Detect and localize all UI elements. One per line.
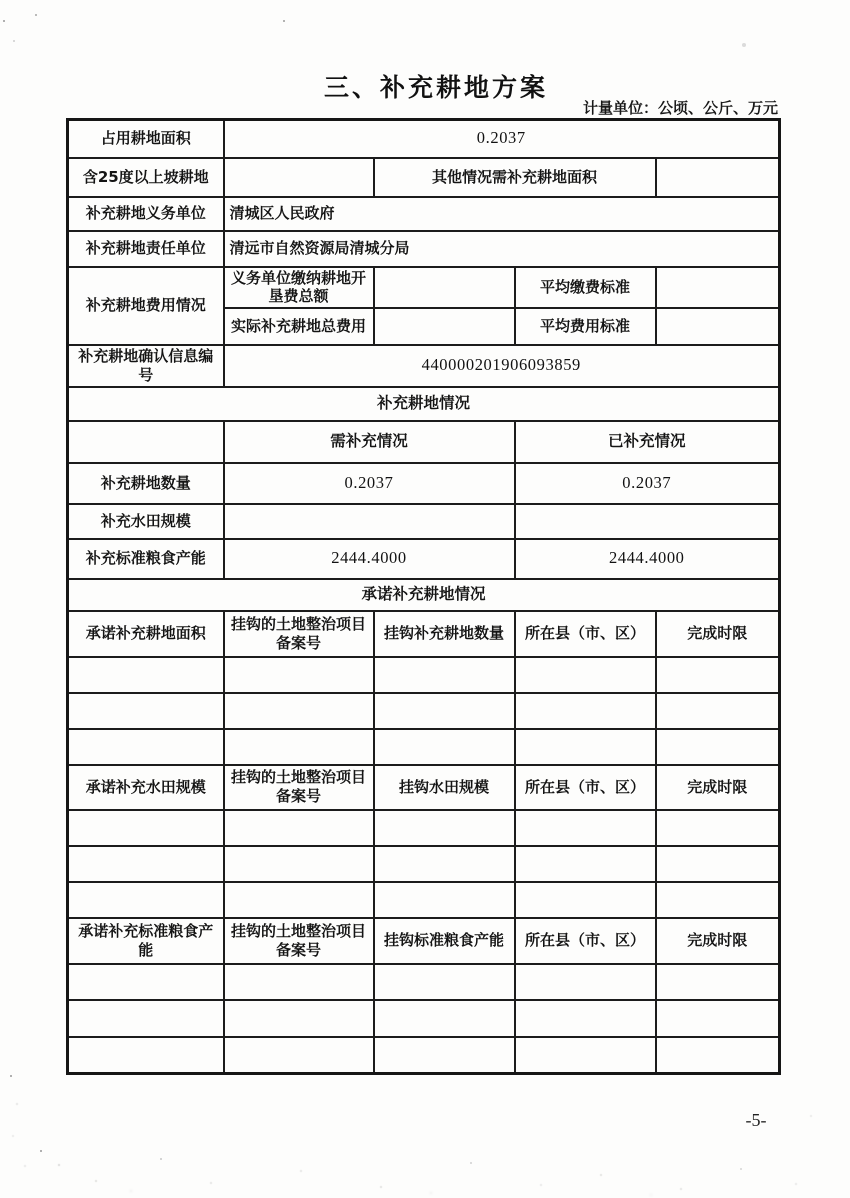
scan-noise bbox=[10, 1075, 12, 1077]
empty-cell bbox=[224, 882, 374, 918]
confirmation-number-value: 440000201906093859 bbox=[224, 345, 780, 387]
paddy-scale-done bbox=[515, 504, 780, 539]
row-confirmation-number bbox=[68, 345, 780, 387]
empty-cell bbox=[515, 1037, 656, 1074]
commit-grain-record-col: 挂钩的土地整治项目备案号 bbox=[224, 918, 374, 964]
empty-cell bbox=[374, 1000, 515, 1037]
empty-cell bbox=[68, 729, 224, 765]
paddy-scale-need bbox=[224, 504, 515, 539]
empty-cell bbox=[68, 846, 224, 882]
scan-noise bbox=[3, 20, 5, 22]
responsible-unit-value: 清远市自然资源局清城分局 bbox=[224, 231, 780, 267]
row-commit-area-header bbox=[68, 611, 780, 657]
obligation-unit-label: 补充耕地义务单位 bbox=[68, 197, 224, 231]
row-commit-grain-header bbox=[68, 918, 780, 964]
empty-cell bbox=[656, 846, 780, 882]
row-land-quantity bbox=[68, 463, 780, 504]
empty-cell bbox=[224, 964, 374, 1000]
empty-cell bbox=[68, 810, 224, 846]
fee-paid-total-label: 义务单位缴纳耕地开垦费总额 bbox=[224, 267, 374, 309]
commit-paddy-label: 承诺补充水田规模 bbox=[68, 765, 224, 810]
grain-capacity-done: 2444.4000 bbox=[515, 539, 780, 579]
row-occupied-area bbox=[68, 120, 780, 158]
col-done-header: 已补充情况 bbox=[515, 421, 780, 463]
empty-cell bbox=[224, 1000, 374, 1037]
commit-paddy-record-col: 挂钩的土地整治项目备案号 bbox=[224, 765, 374, 810]
empty-cell bbox=[374, 846, 515, 882]
empty-cell bbox=[224, 846, 374, 882]
empty-cell bbox=[515, 693, 656, 729]
empty-cell bbox=[656, 693, 780, 729]
empty-cell bbox=[224, 693, 374, 729]
row-obligation-unit bbox=[68, 197, 780, 231]
commit-grain-qty-col: 挂钩标准粮食产能 bbox=[374, 918, 515, 964]
row-responsible-unit bbox=[68, 231, 780, 267]
avg-cost-standard-value bbox=[656, 308, 780, 345]
empty-cell bbox=[68, 657, 224, 693]
empty-cell bbox=[515, 729, 656, 765]
empty-cell bbox=[656, 729, 780, 765]
col-need-header: 需补充情况 bbox=[224, 421, 515, 463]
row-grain-capacity bbox=[68, 539, 780, 579]
empty-cell bbox=[224, 810, 374, 846]
occupied-area-label: 占用耕地面积 bbox=[68, 120, 224, 158]
empty-cell bbox=[374, 810, 515, 846]
commit-grain-deadline-col: 完成时限 bbox=[656, 918, 780, 964]
commit-paddy-deadline-col: 完成时限 bbox=[656, 765, 780, 810]
empty-cell bbox=[224, 729, 374, 765]
empty-cell bbox=[374, 693, 515, 729]
land-quantity-done: 0.2037 bbox=[515, 463, 780, 504]
page-number: -5- bbox=[745, 1110, 767, 1130]
empty-cell bbox=[656, 657, 780, 693]
empty-cell bbox=[224, 657, 374, 693]
commit-area-record-col: 挂钩的土地整治项目备案号 bbox=[224, 611, 374, 657]
row-situation-header bbox=[68, 387, 780, 421]
empty-cell bbox=[515, 1000, 656, 1037]
commit-grain-county-col: 所在县（市、区） bbox=[515, 918, 656, 964]
empty-cell bbox=[656, 1000, 780, 1037]
empty-cell bbox=[68, 964, 224, 1000]
row-fee-1 bbox=[68, 267, 780, 309]
table-row bbox=[68, 729, 780, 765]
situation-section-header: 补充耕地情况 bbox=[68, 387, 780, 421]
empty-cell bbox=[224, 1037, 374, 1074]
fee-section-label: 补充耕地费用情况 bbox=[68, 267, 224, 346]
fee-paid-total-value bbox=[374, 267, 515, 309]
empty-cell bbox=[68, 882, 224, 918]
row-slope-land bbox=[68, 158, 780, 197]
confirmation-number-label: 补充耕地确认信息编号 bbox=[68, 345, 224, 387]
row-situation-subheader bbox=[68, 421, 780, 463]
commit-area-deadline-col: 完成时限 bbox=[656, 611, 780, 657]
empty-cell bbox=[68, 1000, 224, 1037]
empty-cell bbox=[656, 810, 780, 846]
commit-area-county-col: 所在县（市、区） bbox=[515, 611, 656, 657]
other-situation-label: 其他情况需补充耕地面积 bbox=[374, 158, 656, 197]
empty-cell bbox=[68, 1037, 224, 1074]
table-row bbox=[68, 693, 780, 729]
empty-cell bbox=[374, 729, 515, 765]
empty-cell bbox=[656, 964, 780, 1000]
measurement-unit-note: 计量单位：公顷、公斤、万元 bbox=[582, 99, 778, 117]
avg-payment-standard-label: 平均缴费标准 bbox=[515, 267, 656, 309]
empty-cell bbox=[374, 964, 515, 1000]
commit-area-label: 承诺补充耕地面积 bbox=[68, 611, 224, 657]
commit-paddy-qty-col: 挂钩水田规模 bbox=[374, 765, 515, 810]
actual-cost-total-label: 实际补充耕地总费用 bbox=[224, 308, 374, 345]
table-row bbox=[68, 657, 780, 693]
empty-cell bbox=[68, 693, 224, 729]
empty-cell bbox=[515, 810, 656, 846]
slope-land-label: 含25度以上坡耕地 bbox=[68, 158, 224, 197]
table-row bbox=[68, 1037, 780, 1074]
table-row bbox=[68, 810, 780, 846]
other-situation-value bbox=[656, 158, 780, 197]
row-paddy-scale bbox=[68, 504, 780, 539]
empty-cell bbox=[656, 1037, 780, 1074]
empty-cell bbox=[515, 657, 656, 693]
scan-noise bbox=[40, 1150, 42, 1152]
row-commitment-header bbox=[68, 579, 780, 611]
commit-paddy-county-col: 所在县（市、区） bbox=[515, 765, 656, 810]
empty-cell bbox=[515, 846, 656, 882]
empty-cell bbox=[656, 882, 780, 918]
table-row bbox=[68, 882, 780, 918]
grain-capacity-label: 补充标准粮食产能 bbox=[68, 539, 224, 579]
land-quantity-label: 补充耕地数量 bbox=[68, 463, 224, 504]
empty-cell bbox=[374, 1037, 515, 1074]
supplement-cultivated-land-table bbox=[66, 118, 781, 1075]
empty-cell bbox=[68, 421, 224, 463]
commit-grain-label: 承诺补充标准粮食产能 bbox=[68, 918, 224, 964]
empty-cell bbox=[515, 964, 656, 1000]
occupied-area-value: 0.2037 bbox=[224, 120, 780, 158]
empty-cell bbox=[515, 882, 656, 918]
responsible-unit-label: 补充耕地责任单位 bbox=[68, 231, 224, 267]
paddy-scale-label: 补充水田规模 bbox=[68, 504, 224, 539]
actual-cost-total-value bbox=[374, 308, 515, 345]
row-commit-paddy-header bbox=[68, 765, 780, 810]
land-quantity-need: 0.2037 bbox=[224, 463, 515, 504]
empty-cell bbox=[374, 657, 515, 693]
table-row bbox=[68, 846, 780, 882]
table-row bbox=[68, 964, 780, 1000]
commit-area-qty-col: 挂钩补充耕地数量 bbox=[374, 611, 515, 657]
avg-cost-standard-label: 平均费用标准 bbox=[515, 308, 656, 345]
commitment-section-header: 承诺补充耕地情况 bbox=[68, 579, 780, 611]
table-row bbox=[68, 1000, 780, 1037]
slope-land-value bbox=[224, 158, 374, 197]
empty-cell bbox=[374, 882, 515, 918]
grain-capacity-need: 2444.4000 bbox=[224, 539, 515, 579]
obligation-unit-value: 清城区人民政府 bbox=[224, 197, 780, 231]
avg-payment-standard-value bbox=[656, 267, 780, 309]
page-title: 三、补充耕地方案 bbox=[323, 73, 548, 102]
